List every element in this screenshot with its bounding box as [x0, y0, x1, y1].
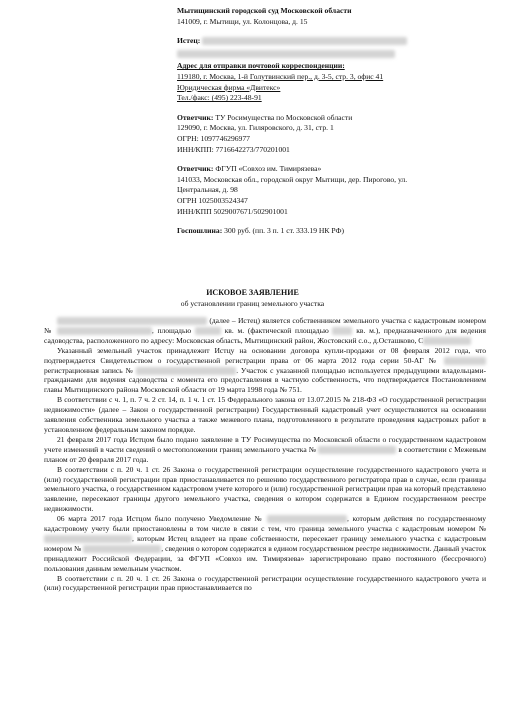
paragraph-3: В соответствии с ч. 1, п. 7 ч. 2 ст. 14, п. 1 ч. 1 ст. 15 Федерального закона от 13.07.2015 № 218-ФЗ «О государственной регистрации недвижимости» (далее – Закон о государственной регистрации) Государственный кадастровый учет осуществляются на основании заявления собственника земельного участка а также межевого плана, подготовленного в результате проведения кадастровых работ в установленном федеральным законом порядке. — [44, 395, 486, 434]
paragraph-4: 21 февраля 2017 года Истцом было подано заявление в ТУ Росимущества по Московской области о государственном кадастровом учете изменений в части сведений о местоположении границ земельного участка № в соответствии с Межевым планом от 20 февраля 2017 года. — [44, 434, 486, 464]
state-duty-label: Госпошлина: — [177, 226, 223, 236]
defendant2-inn: ИНН/КПП 5029007671/502901001 — [177, 206, 288, 216]
defendant2-label: Ответчик: — [177, 164, 214, 174]
mail-address: 119180, г. Москва, 1-й Голутвинский пер., д. 3-5, стр. 3, офис 41 — [177, 71, 384, 81]
document-title: ИСКОВОЕ ЗАЯВЛЕНИЕ — [206, 288, 299, 297]
redacted-plaintiff-address — [177, 50, 395, 58]
defendant2-name: ФГУП «Совхоз им. Тимирязева» — [215, 164, 322, 174]
paragraph-6: 06 марта 2017 года Истцом было получено Уведомление № , которым действия по государственному кадастровому учету были приостановлены в том числе в связи с тем, что граница земельного участка с кадастровым номером № , которым Истец владеет на праве собственности, пересекает границу земельного участка с кадастровым номером № , сведения о котором содержатся в едином государственном реестре недвижимости. Данный участок принадлежит Российской Федерации, за ФГУП «Совхоз им. Тимирязева» зарегистрировано право постоянного (бессрочного) пользования данным земельным участком. — [44, 514, 487, 573]
redacted-plaintiff-full-name — [57, 317, 207, 325]
redacted-neighbor-plot-number — [83, 545, 161, 553]
plaintiff-label: Истец: — [177, 36, 201, 46]
redacted-plot-number — [318, 446, 396, 454]
mail-address-label: Адрес для отправки почтовой корреспонденции: — [177, 61, 345, 71]
paragraph-1: (далее – Истец) является собственником земельного участка с кадастровым номером № , площадью кв. м. (фактической площадью кв. м.), предназначенного для ведения садоводства, расположенного по адресу: Московская область, Мытищинский район, Жостовский с.о., д.Осташково, С — [44, 316, 486, 345]
redacted-plaintiff-plot-number — [44, 535, 132, 543]
defendant2-address-line1: 141033, Московская обл., городской округ Мытищи, дер. Пирогово, ул. — [177, 174, 408, 184]
claim-header — [177, 6, 497, 237]
law-firm: Юридическая фирма «Двитекс» — [177, 82, 281, 92]
defendant2-address-line2: Центральная, д. 98 — [177, 185, 238, 195]
redacted-certificate-number — [444, 357, 486, 365]
defendant1-block — [177, 113, 497, 155]
paragraph-2: Указанный земельный участок принадлежит Истцу на основании договора купли-продажи от 08 февраля 2012 года, что подтверждается Свидетельством о государственной регистрации права от 06 марта 2012 года серии 50-АГ № регистрационная запись № . Участок с указанной площадью используется предыдущими владельцами-гражданами для ведения садоводства с момента его предоставления в частную собственность, что подтверждается Постановлением главы Мытищинского района Московской области от 19 марта 1998 года № 751. — [44, 345, 486, 395]
redacted-address-part — [423, 337, 471, 345]
defendant2-block — [177, 164, 497, 217]
defendant1-ogrn: ОГРН: 1097746296977 — [177, 133, 250, 143]
claim-body — [44, 316, 486, 593]
defendant1-name: ТУ Росимущества по Московской области — [215, 112, 353, 122]
document-subtitle: об установлении границ земельного участка — [180, 299, 325, 308]
phone-fax: Тел./факс: (495) 223-48-91 — [177, 93, 262, 103]
paragraph-7: В соответствии с п. 20 ч. 1 ст. 26 Закона о государственной регистрации осуществление государственного кадастрового учета и (или) государственной регистрации прав приостанавливается по — [44, 573, 486, 593]
state-duty-value: 300 руб. (пп. 3 п. 1 ст. 333.19 НК РФ) — [224, 226, 344, 236]
state-duty — [177, 226, 497, 237]
defendant1-address: 129090, г. Москва, ул. Гиляровского, д. 31, стр. 1 — [177, 123, 334, 133]
redacted-area — [195, 327, 221, 335]
court-name: Мытищинский городской суд Московской области — [177, 6, 352, 15]
plaintiff-block — [177, 36, 497, 104]
redacted-cadastral-number — [57, 327, 152, 335]
redacted-plaintiff-name — [202, 37, 407, 45]
defendant1-inn: ИНН/КПП: 7716642273/770201001 — [177, 144, 290, 154]
redacted-registration-number — [136, 367, 236, 375]
court-address: 141009, г. Мытищи, ул. Колонцова, д. 15 — [177, 16, 308, 26]
defendant2-ogrn: ОГРН 1025003524347 — [177, 195, 248, 205]
defendant1-label: Ответчик: — [177, 112, 214, 122]
redacted-actual-area — [332, 327, 352, 335]
paragraph-5: В соответствии с п. 20 ч. 1 ст. 26 Закона о государственной регистрации осуществление государственного кадастрового учета и (или) государственной регистрации прав приостанавливается по решению государственного регистратора прав в случае, если границы земельного участка, о государственном кадастровом учете которого и (или) государственной регистрации прав на который представлено заявление, пересекают границы другого земельного участка, сведения о котором содержатся в Едином государственном реестре недвижимости. — [44, 464, 486, 514]
redacted-notice-number — [267, 515, 347, 523]
